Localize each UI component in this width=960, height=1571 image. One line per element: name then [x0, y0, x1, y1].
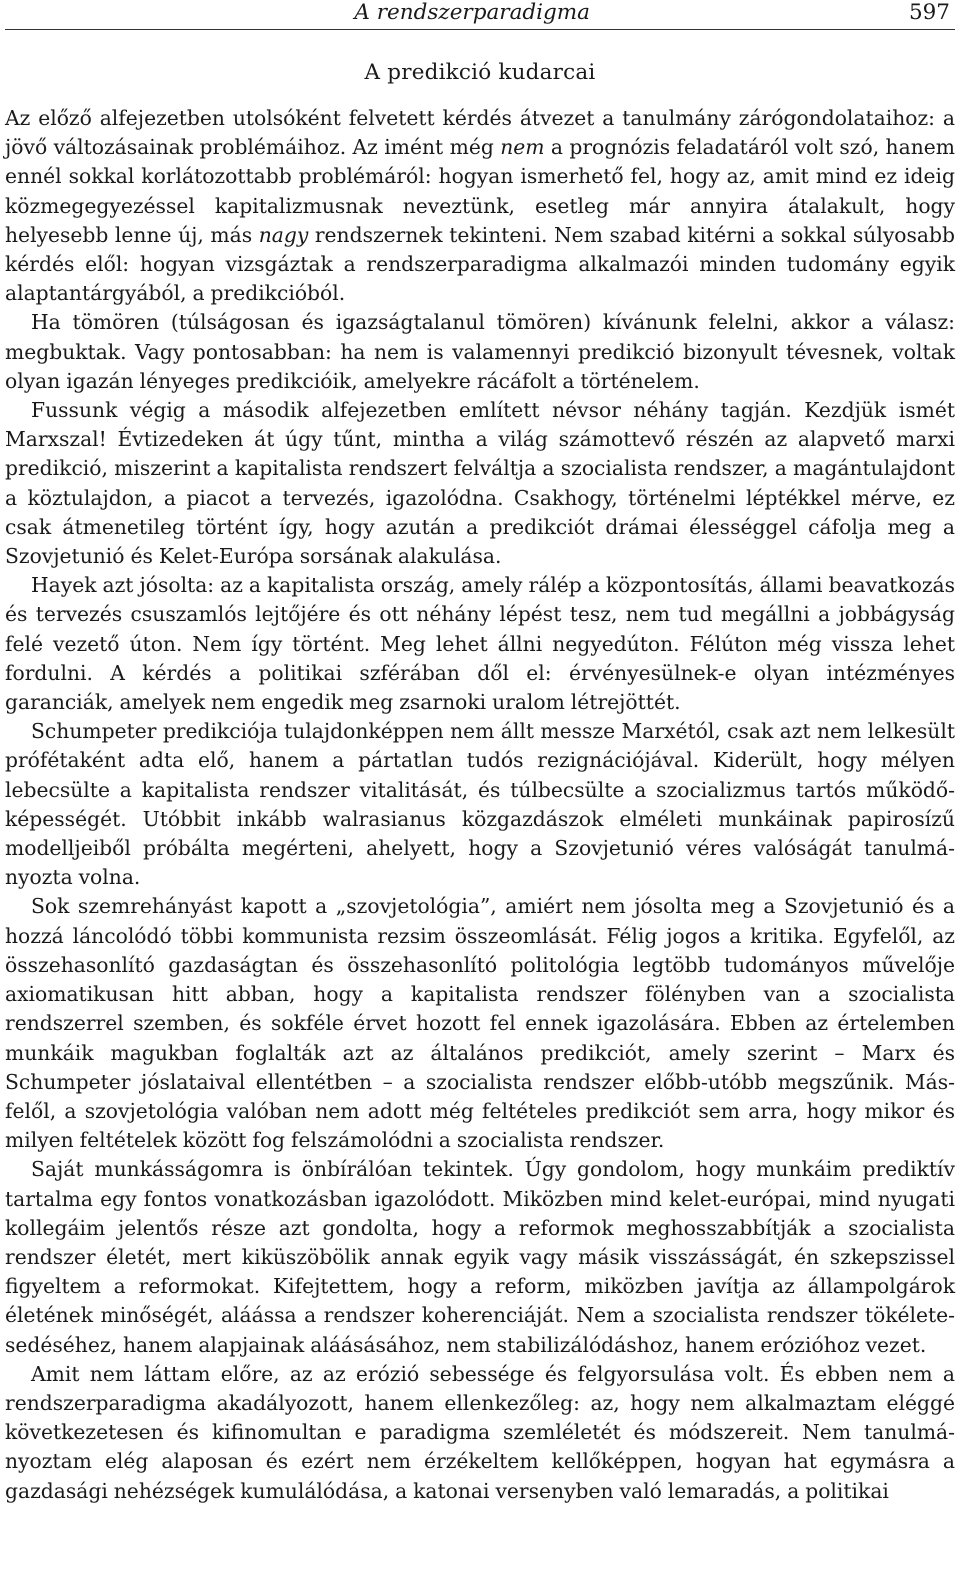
paragraph-6: Sok szemrehányást kapott a „szovjetológia”, amiért nem jósolta meg a Szovjetunió és a hozzá láncolódó többi kommunista rezsim összeomlását. Félig jogos a kritika. Egyfelől, az összehasonlító gazdaságtan és összehasonlító politológia legtöbb tudományos művelője axiomatikusan hitt abban, hogy a kapitalista rendszer fölényben van a szocialista rendszerrel szemben, és sokféle érvet hozott fel ennek igazolására. Ebben az értelemben munkáik magukban foglalták azt az általános predikciót, amely szerint – Marx és Schumpeter jóslataival ellentétben – a szocialista rendszer előbb-utóbb megszűnik. Másfelől, a szovjetológia valóban nem adott még feltételes predikciót sem arra, hogy mikor és milyen feltételek között fog felszámolódni a szocialista rendszer. — [5, 894, 955, 1153]
page-number: 597 — [908, 0, 950, 25]
running-title: A rendszerparadigma — [354, 0, 590, 25]
paragraph-5: Schumpeter predikciója tulajdonképpen nem állt messze Marxétól, csak azt nem lelkesült prófétaként adta elő, hanem a pártatlan tudós rezignációjával. Kiderült, hogy mélyen lebecsülte a kapitalista rendszer vitalitását, és túlbecsülte a szocializmus tartós működőképességét. Utóbbit inkább walrasianus közgazdászok elméleti munkáinak papirosízű modelljeiből próbálta megérteni, ahelyett, hogy a Szovjetunió véres valóságát tanulmányozta volna. — [5, 719, 955, 890]
paragraph-7: Saját munkásságomra is önbírálóan tekintek. Úgy gondolom, hogy munkáim prediktív tartalma egy fontos vonatkozásban igazolódott. Miközben mind kelet-európai, mind nyugati kollegáim jelentős része azt gondolta, hogy a reformok meghosszabbítják a szocialista rendszer életét, mert kiküszöbölik annak egyik vagy másik visszásságát, én szkepszissel figyeltem a reformokat. Kifejtettem, hogy a reform, miközben javítja az állampolgárok életének minőségét, aláássa a rendszer koherenciáját. Nem a szocialista rendszer tökéletesedéséhez, hanem alapjainak aláásásához, nem stabilizálódáshoz, hanem erózióhoz vezet. — [5, 1157, 955, 1357]
paragraph-3: Fussunk végig a második alfejezetben említett névsor néhány tagján. Kezdjük ismét Marxszal! Évtizedeken át úgy tűnt, mintha a világ számottevő részén az alapvető marxi predikció, miszerint a kapitalista rendszert felváltja a szocialista rendszer, a magántulajdont a köztulajdon, a piacot a tervezés, igazolódna. Csakhogy, történelmi léptékkel mérve, ez csak átmenetileg történt így, hogy azután a predikciót drámai élességgel cáfolja meg a Szovjetunió és Kelet-Európa sorsának alakulása. — [5, 398, 955, 569]
paragraph-4: Hayek azt jósolta: az a kapitalista ország, amely rálép a központosítás, állami beavatkozás és tervezés csuszamlós lejtőjére és ott néhány lépést tesz, nem tud megállni a jobbágyság felé vezető úton. Nem így történt. Meg lehet állni negyedúton. Félúton még vissza lehet fordulni. A kérdés a politikai szférában dől el: érvényesülnek-e olyan intézményes garanciák, amelyek nem engedik meg zsarnoki uralom létrejöttét. — [5, 573, 955, 715]
paragraph-1: Az előző alfejezetben utolsóként felvetett kérdés átvezet a tanulmány zárógondolataihoz: a jövő változásainak problémáihoz. Az imént még nem a prognózis feladatáról volt szó, hanem ennél sokkal korlátozottabb problémáról: hogyan ismerhető fel, hogy az, amit mind ez ideig közmegegyezéssel kapitalizmusnak neveztünk, esetleg már annyira átalakult, hogy helyesebb lenne új, más nagy rendszernek tekinteni. Nem szabad kitérni a sokkal súlyosabb kérdés elől: hogyan vizsgáztak a rendszerparadigma alkalmazói minden tudomány egyik alaptantárgyából, a predikcióból. — [5, 106, 955, 306]
paragraph-2: Ha tömören (túlságosan és igazságtalanul tömören) kívánunk felelni, akkor a válasz: megbuktak. Vagy pontosabban: ha nem is valamennyi predikció bizonyult tévesnek, voltak olyan igazán lényeges predikcióik, amelyekre rácáfolt a történelem. — [5, 310, 955, 393]
section-title: A predikció kudarcai — [364, 60, 596, 85]
running-header — [5, 0, 955, 30]
body-text — [5, 104, 955, 1506]
paragraph-8: Amit nem láttam előre, az az erózió sebessége és felgyorsulása volt. És ebben nem a rendszerparadigma akadályozott, hanem ellenkezőleg: az, hogy nem alkalmaztam eléggé következetesen és kifinomultan e paradigma szemléletét és módszereit. Nem tanulmányoztam elég alaposan és ezért nem érzékeltem kellőképpen, hogyan hat egymásra a gazdasági nehézségek kumulálódása, a katonai versenyben való lemaradás, a politikai — [5, 1361, 955, 1503]
